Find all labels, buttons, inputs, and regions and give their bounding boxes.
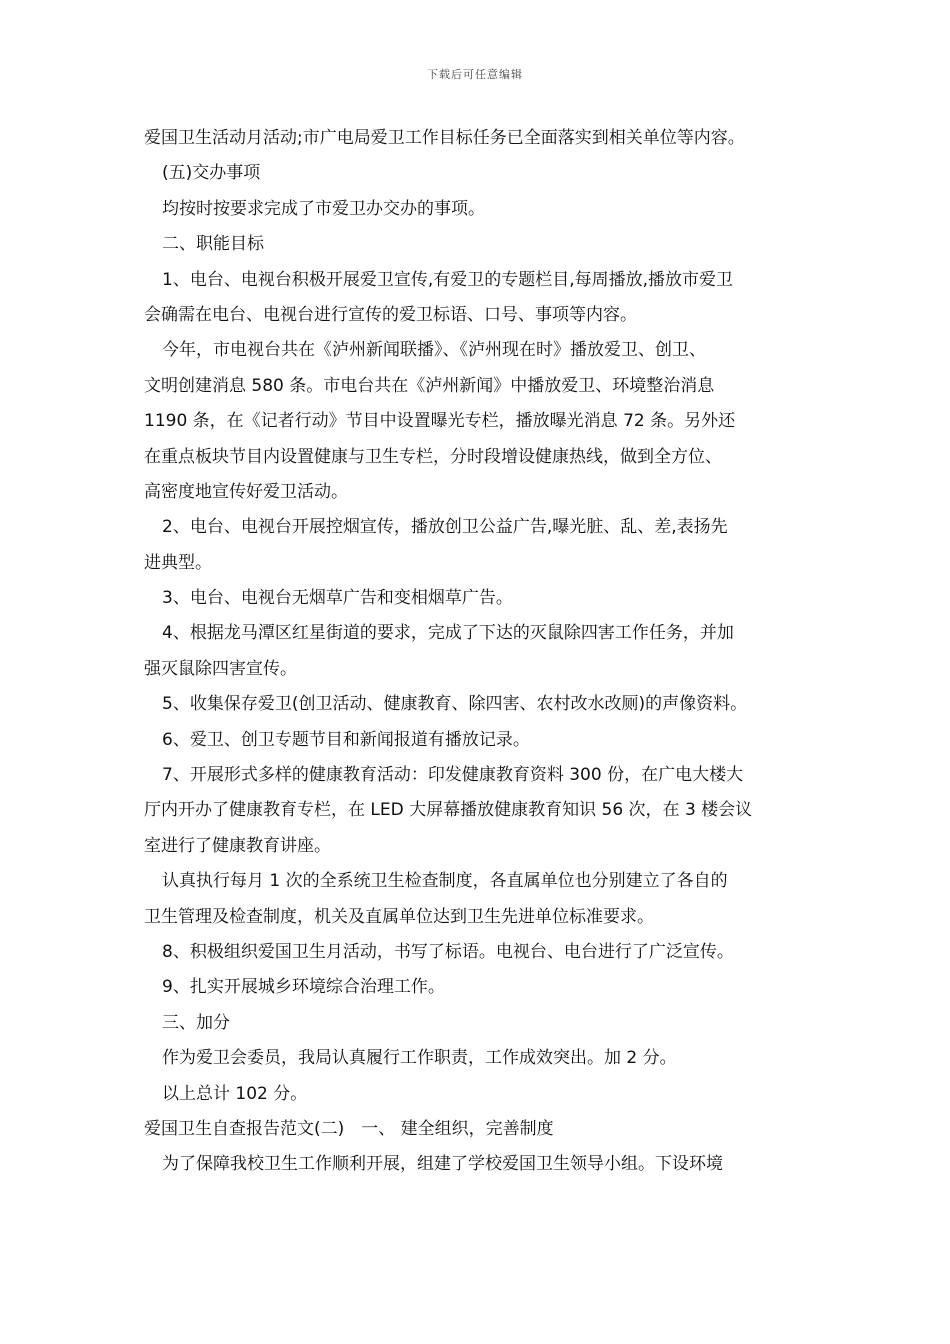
paragraph-line: 卫生管理及检查制度，机关及直属单位达到卫生先进单位标准要求。: [144, 906, 654, 927]
list-item-line: 2、电台、电视台开展控烟宣传，播放创卫公益广告,曝光脏、乱、差,表扬先: [162, 517, 728, 538]
paragraph-line: 室进行了健康教育讲座。: [144, 835, 331, 856]
paragraph-line: 在重点板块节目内设置健康与卫生专栏，分时段增设健康热线，做到全方位、: [144, 446, 722, 467]
paragraph-line: 文明创建消息 580 条。市电台共在《泸州新闻》中播放爱卫、环境整治消息: [144, 375, 715, 396]
list-item-line: 7、开展形式多样的健康教育活动：印发健康教育资料 300 份，在广电大楼大: [162, 765, 744, 786]
paragraph-line: 以上总计 102 分。: [162, 1083, 308, 1104]
document-body: [144, 121, 816, 1183]
list-item-line: 8、积极组织爱国卫生月活动，书写了标语。电视台、电台进行了广泛宣传。: [162, 941, 734, 962]
paragraph-line: 1190 条，在《记者行动》节目中设置曝光专栏，播放曝光消息 72 条。另外还: [144, 411, 736, 432]
paragraph-line: 为了保障我校卫生工作顺利开展，组建了学校爱国卫生领导小组。下设环境: [162, 1154, 723, 1175]
paragraph-line: 作为爱卫会委员，我局认真履行工作职责，工作成效突出。加 2 分。: [162, 1048, 677, 1069]
paragraph-line: 高密度地宣传好爱卫活动。: [144, 481, 348, 502]
paragraph-line: 进典型。: [144, 552, 212, 573]
list-item-line: 1、电台、电视台积极开展爱卫宣传,有爱卫的专题栏目,每周播放,播放市爱卫: [162, 269, 734, 290]
paragraph-line: 厅内开办了健康教育专栏，在 LED 大屏幕播放健康教育知识 56 次，在 3 楼会议: [144, 800, 753, 821]
page-header: 下载后可任意编辑: [427, 68, 523, 81]
paragraph-line: 均按时按要求完成了市爱卫办交办的事项。: [162, 198, 485, 219]
paragraph-line: 爱国卫生活动月活动;市广电局爱卫工作目标任务已全面落实到相关单位等内容。: [144, 128, 745, 148]
paragraph-line: 会确需在电台、电视台进行宣传的爱卫标语、口号、事项等内容。: [144, 304, 637, 325]
paragraph-line: 认真执行每月 1 次的全系统卫生检查制度，各直属单位也分别建立了各自的: [162, 871, 728, 892]
list-item-line: 4、根据龙马潭区红星街道的要求，完成了下达的灭鼠除四害工作任务，并加: [162, 623, 734, 644]
section-heading: (五)交办事项: [162, 163, 261, 184]
list-item-line: 6、爱卫、创卫专题节目和新闻报道有播放记录。: [162, 729, 530, 750]
paragraph-line: 今年，市电视台共在《泸州新闻联播》、《泸州现在时》播放爱卫、创卫、: [162, 340, 706, 361]
list-item-line: 3、电台、电视台无烟草广告和变相烟草广告。: [162, 588, 513, 609]
section-heading: 三、加分: [162, 1012, 230, 1033]
section-title: 爱国卫生自查报告范文(二) 一、 建全组织，完善制度: [144, 1118, 554, 1139]
list-item-line: 5、收集保存爱卫(创卫活动、健康教育、除四害、农村改水改厕)的声像资料。: [162, 694, 748, 715]
paragraph-line: 强灭鼠除四害宣传。: [144, 658, 297, 679]
list-item-line: 9、扎实开展城乡环境综合治理工作。: [162, 977, 445, 998]
section-heading: 二、职能目标: [162, 234, 264, 255]
